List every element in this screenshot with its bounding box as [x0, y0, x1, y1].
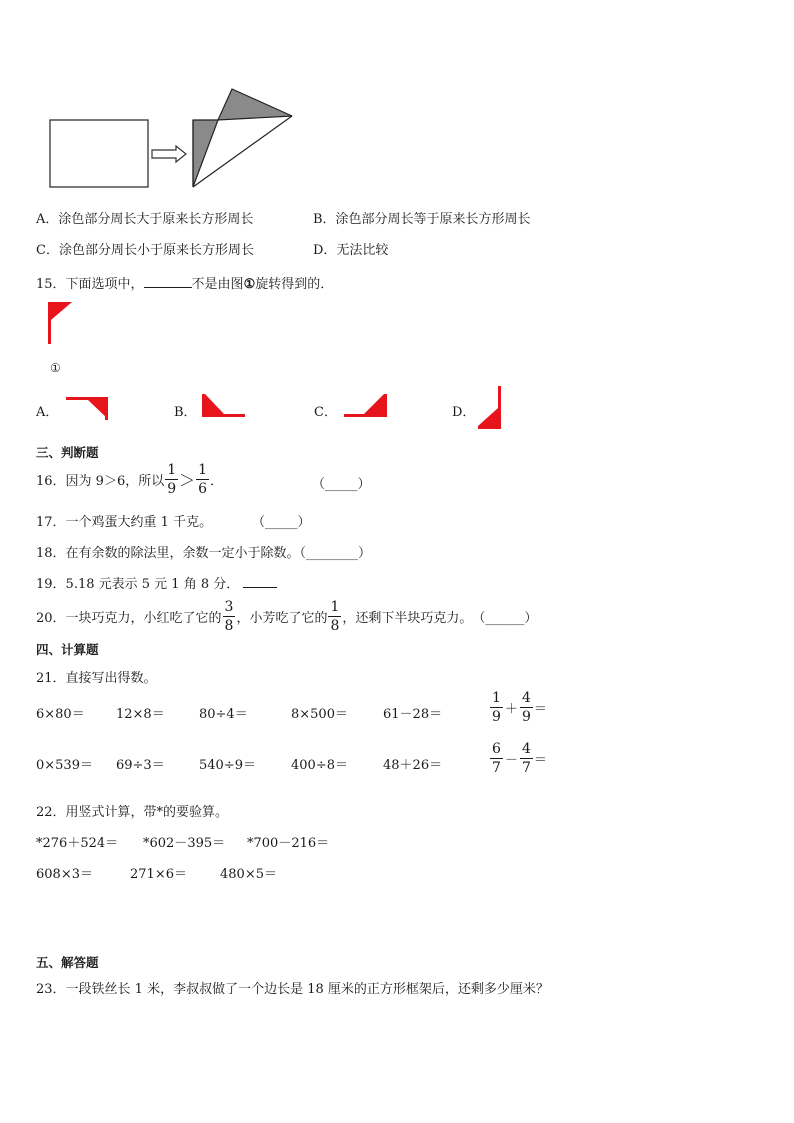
q15-option-b-label: B．	[174, 405, 197, 420]
flag-option-d	[478, 386, 504, 430]
fraction-1-8: $\frac{1}{8}$	[330, 599, 340, 634]
vertical-calc-item: 480×5＝	[220, 867, 277, 882]
q20: 20．一块巧克力，小红吃了它的 $\frac{3}{8}$ ，小芳吃了它的 $\frac{1}{8}$ ，还剩下半块巧克力。 （______）	[36, 599, 538, 634]
fraction-1-9: $\frac{1}{9}$	[167, 462, 177, 497]
q14-option-a: A．涂色部分周长大于原来长方形周长	[36, 212, 254, 227]
q14-option-c: C．涂色部分周长小于原来长方形周长	[36, 243, 254, 258]
flag-option-a	[66, 397, 110, 421]
fraction-3-8: $\frac{3}{8}$	[224, 599, 234, 634]
q15-option-a-label: A．	[36, 405, 59, 420]
perimeter-figure	[48, 86, 298, 192]
calc-fraction-item: $\frac{1}{9}$ ＋ $\frac{4}{9}$ ＝	[492, 690, 547, 725]
calc-item: 12×8＝	[116, 707, 165, 722]
q21-title: 21．直接写出得数。	[36, 671, 157, 686]
original-rectangle	[50, 120, 148, 187]
calc-item: 6×80＝	[36, 707, 85, 722]
shaded-shape	[193, 89, 292, 187]
section-title-judgement: 三、判断题	[36, 445, 99, 460]
flag-option-b	[202, 394, 246, 418]
flag-option-c	[344, 394, 388, 418]
fraction-1-6: $\frac{1}{6}$	[198, 462, 208, 497]
q17-answer-paren[interactable]: （_____）	[252, 515, 311, 530]
q20-answer-paren[interactable]: （______）	[472, 611, 538, 626]
section-title-calculation: 四、计算题	[36, 642, 99, 657]
q14-option-d: D．无法比较	[313, 243, 389, 258]
circled-number: ①	[243, 277, 256, 292]
calc-fraction-item: $\frac{6}{7}$ － $\frac{4}{7}$ ＝	[492, 741, 547, 776]
figure-label: ①	[50, 361, 61, 375]
q14-option-b: B．涂色部分周长等于原来长方形周长	[313, 212, 531, 227]
q19: 19．5.18 元表示 5 元 1 角 8 分．	[36, 573, 277, 592]
q15-option-c-label: C．	[314, 405, 337, 420]
q17: 17．一个鸡蛋大约重 1 千克。	[36, 515, 213, 530]
answer-blank[interactable]	[144, 275, 192, 288]
q23: 23．一段铁丝长 1 米，李叔叔做了一个边长是 18 厘米的正方形框架后，还剩多少厘米？	[36, 982, 549, 997]
calc-item: 69÷3＝	[116, 758, 165, 773]
q15-option-d-label: D．	[452, 405, 476, 420]
calc-item: 48＋26＝	[383, 758, 443, 773]
vertical-calc-item: 271×6＝	[130, 867, 187, 882]
vertical-calc-item: *602－395＝	[143, 836, 226, 851]
q18-answer-paren[interactable]: （________）	[299, 546, 372, 561]
q22-title: 22．用竖式计算，带*的要验算。	[36, 805, 229, 820]
answer-blank[interactable]	[243, 575, 277, 588]
calc-item: 400÷8＝	[291, 758, 348, 773]
vertical-calc-item: *700－216＝	[247, 836, 330, 851]
section-title-word-problems: 五、解答题	[36, 955, 99, 970]
calc-item: 61－28＝	[383, 707, 443, 722]
arrow-icon	[152, 146, 186, 162]
q16: 16．因为 9＞6，所以 $\frac{1}{9}$ ＞ $\frac{1}{6}$ ．	[36, 462, 224, 497]
flag-figure-1	[48, 302, 74, 344]
q15-question: 15．下面选项中， 不是由图①旋转得到的．	[36, 277, 334, 292]
calc-item: 540÷9＝	[199, 758, 256, 773]
q16-answer-paren[interactable]: （_____）	[312, 477, 371, 492]
vertical-calc-item: *276＋524＝	[36, 836, 119, 851]
q18: 18．在有余数的除法里，余数一定小于除数。（________）	[36, 546, 372, 561]
calc-item: 80÷4＝	[199, 707, 248, 722]
calc-item: 0×539＝	[36, 758, 93, 773]
calc-item: 8×500＝	[291, 707, 348, 722]
vertical-calc-item: 608×3＝	[36, 867, 93, 882]
